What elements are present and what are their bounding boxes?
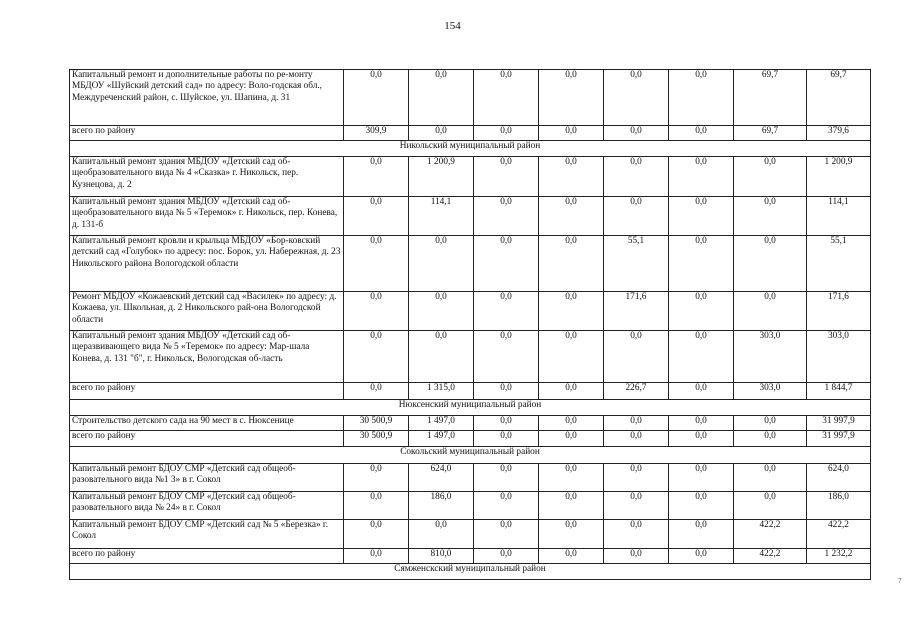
value-cell-1: 0,0 [344, 464, 409, 492]
table-row [70, 70, 871, 126]
value-cell-1: 0,0 [344, 197, 409, 236]
value-cell-6: 0,0 [669, 431, 734, 447]
row-description: Капитальный ремонт БДОУ СМР «Детский сад № 5 «Березка» г. Сокол [70, 520, 344, 549]
value-cell-1: 0,0 [344, 383, 409, 400]
value-cell-6: 0,0 [669, 292, 734, 331]
value-cell-3: 0,0 [474, 70, 539, 126]
value-cell-5: 0,0 [604, 197, 669, 236]
district-name: Сямженскский муниципальный район [70, 564, 871, 580]
value-cell-7: 0,0 [734, 464, 807, 492]
value-cell-8: 1 232,2 [807, 549, 871, 564]
row-description: Капитальный ремонт БДОУ СМР «Детский сад общеоб-разовательного вида №1 3» в г. Сокол [70, 464, 344, 492]
value-cell-7: 303,0 [734, 383, 807, 400]
value-cell-2: 624,0 [409, 464, 474, 492]
row-description: Капитальный ремонт здания МБДОУ «Детский сад об-щеразвивающего вида № 5 «Теремок» по адресу: Мар-шала Конева, д. 131 "б", г. Никольск, Вологодская об-ласть [70, 331, 344, 383]
margin-mark: 7 [898, 577, 902, 585]
value-cell-6: 0,0 [669, 416, 734, 431]
value-cell-4: 0,0 [539, 416, 604, 431]
value-cell-5: 0,0 [604, 549, 669, 564]
value-cell-5: 0,0 [604, 464, 669, 492]
value-cell-8: 31 997,9 [807, 416, 871, 431]
value-cell-8: 186,0 [807, 492, 871, 520]
table-row [70, 236, 871, 292]
value-cell-4: 0,0 [539, 236, 604, 292]
value-cell-7: 69,7 [734, 126, 807, 141]
value-cell-8: 1 200,9 [807, 157, 871, 197]
value-cell-1: 0,0 [344, 331, 409, 383]
value-cell-8: 379,6 [807, 126, 871, 141]
value-cell-7: 69,7 [734, 70, 807, 126]
value-cell-4: 0,0 [539, 492, 604, 520]
value-cell-7: 0,0 [734, 431, 807, 447]
page-number: 154 [444, 20, 461, 32]
row-description: Капитальный ремонт и дополнительные работы по ре-монту МБДОУ «Шуйский детский сад» по адресу: Воло-годская обл., Междуреченский район, с. Шуйское, ул. Шапина, д. 31 [70, 70, 344, 126]
value-cell-4: 0,0 [539, 126, 604, 141]
value-cell-2: 1 315,0 [409, 383, 474, 400]
value-cell-5: 0,0 [604, 126, 669, 141]
district-total-row [70, 431, 871, 447]
value-cell-8: 1 844,7 [807, 383, 871, 400]
value-cell-5: 0,0 [604, 331, 669, 383]
value-cell-1: 0,0 [344, 520, 409, 549]
value-cell-2: 810,0 [409, 549, 474, 564]
value-cell-8: 303,0 [807, 331, 871, 383]
table-row [70, 292, 871, 331]
value-cell-3: 0,0 [474, 416, 539, 431]
district-header-row [70, 400, 871, 416]
value-cell-6: 0,0 [669, 70, 734, 126]
value-cell-3: 0,0 [474, 464, 539, 492]
value-cell-8: 55,1 [807, 236, 871, 292]
value-cell-1: 0,0 [344, 236, 409, 292]
value-cell-5: 0,0 [604, 416, 669, 431]
total-label: всего по району [70, 383, 344, 400]
value-cell-3: 0,0 [474, 292, 539, 331]
value-cell-4: 0,0 [539, 292, 604, 331]
value-cell-7: 422,2 [734, 549, 807, 564]
value-cell-3: 0,0 [474, 157, 539, 197]
value-cell-1: 0,0 [344, 292, 409, 331]
table-row [70, 520, 871, 549]
value-cell-1: 30 500,9 [344, 416, 409, 431]
value-cell-8: 69,7 [807, 70, 871, 126]
table-row [70, 197, 871, 236]
value-cell-4: 0,0 [539, 331, 604, 383]
value-cell-1: 30 500,9 [344, 431, 409, 447]
value-cell-4: 0,0 [539, 431, 604, 447]
value-cell-2: 0,0 [409, 292, 474, 331]
value-cell-3: 0,0 [474, 431, 539, 447]
value-cell-8: 422,2 [807, 520, 871, 549]
value-cell-8: 31 997,9 [807, 431, 871, 447]
table-row [70, 331, 871, 383]
district-total-row [70, 126, 871, 141]
table-row [70, 157, 871, 197]
district-total-row [70, 549, 871, 564]
value-cell-6: 0,0 [669, 549, 734, 564]
row-description: Строительство детского сада на 90 мест в с. Нюксенице [70, 416, 344, 431]
value-cell-3: 0,0 [474, 197, 539, 236]
value-cell-4: 0,0 [539, 549, 604, 564]
value-cell-2: 1 497,0 [409, 431, 474, 447]
value-cell-3: 0,0 [474, 383, 539, 400]
value-cell-3: 0,0 [474, 236, 539, 292]
value-cell-8: 171,6 [807, 292, 871, 331]
value-cell-3: 0,0 [474, 549, 539, 564]
district-header-row [70, 564, 871, 580]
value-cell-2: 0,0 [409, 126, 474, 141]
row-description: Ремонт МБДОУ «Кожаевский детский сад «Василек» по адресу: д. Кожаева, ул. Школьная, д. 2 Никольского рай-она Вологодской области [70, 292, 344, 331]
value-cell-6: 0,0 [669, 464, 734, 492]
value-cell-6: 0,0 [669, 492, 734, 520]
value-cell-6: 0,0 [669, 520, 734, 549]
value-cell-7: 0,0 [734, 292, 807, 331]
value-cell-1: 0,0 [344, 157, 409, 197]
value-cell-6: 0,0 [669, 383, 734, 400]
value-cell-1: 309,9 [344, 126, 409, 141]
district-name: Сокольский муниципальный район [70, 447, 871, 464]
value-cell-7: 0,0 [734, 197, 807, 236]
value-cell-6: 0,0 [669, 236, 734, 292]
value-cell-4: 0,0 [539, 383, 604, 400]
value-cell-5: 0,0 [604, 520, 669, 549]
row-description: Капитальный ремонт здания МБДОУ «Детский сад об-щеобразовательного вида № 4 «Сказка» г. Никольск, пер. Кузнецова, д. 2 [70, 157, 344, 197]
value-cell-7: 422,2 [734, 520, 807, 549]
total-label: всего по району [70, 431, 344, 447]
value-cell-2: 0,0 [409, 520, 474, 549]
row-description: Капитальный ремонт БДОУ СМР «Детский сад общеоб-разовательного вида № 24» в г. Сокол [70, 492, 344, 520]
district-name: Никольский муниципальный район [70, 141, 871, 157]
value-cell-7: 303,0 [734, 331, 807, 383]
value-cell-7: 0,0 [734, 236, 807, 292]
value-cell-1: 0,0 [344, 70, 409, 126]
value-cell-6: 0,0 [669, 126, 734, 141]
value-cell-2: 1 497,0 [409, 416, 474, 431]
value-cell-5: 226,7 [604, 383, 669, 400]
value-cell-2: 0,0 [409, 70, 474, 126]
value-cell-3: 0,0 [474, 331, 539, 383]
value-cell-3: 0,0 [474, 492, 539, 520]
table-row [70, 492, 871, 520]
value-cell-5: 0,0 [604, 70, 669, 126]
value-cell-4: 0,0 [539, 464, 604, 492]
value-cell-6: 0,0 [669, 157, 734, 197]
row-description: Капитальный ремонт кровли и крыльца МБДОУ «Бор-ковский детский сад «Голубок» по адресу: пос. Борок, ул. Набережная, д. 23 Никольского района Вологодской области [70, 236, 344, 292]
value-cell-4: 0,0 [539, 157, 604, 197]
value-cell-1: 0,0 [344, 492, 409, 520]
budget-table-body [70, 70, 871, 580]
value-cell-2: 114,1 [409, 197, 474, 236]
value-cell-7: 0,0 [734, 157, 807, 197]
value-cell-1: 0,0 [344, 549, 409, 564]
district-header-row [70, 447, 871, 464]
value-cell-5: 171,6 [604, 292, 669, 331]
value-cell-3: 0,0 [474, 126, 539, 141]
value-cell-8: 624,0 [807, 464, 871, 492]
value-cell-7: 0,0 [734, 492, 807, 520]
value-cell-2: 1 200,9 [409, 157, 474, 197]
total-label: всего по району [70, 126, 344, 141]
value-cell-7: 0,0 [734, 416, 807, 431]
table-row [70, 464, 871, 492]
value-cell-4: 0,0 [539, 520, 604, 549]
value-cell-5: 0,0 [604, 492, 669, 520]
value-cell-5: 55,1 [604, 236, 669, 292]
value-cell-8: 114,1 [807, 197, 871, 236]
budget-table [69, 69, 871, 580]
table-row [70, 416, 871, 431]
value-cell-5: 0,0 [604, 157, 669, 197]
value-cell-2: 0,0 [409, 331, 474, 383]
district-name: Нюксенский муниципальный район [70, 400, 871, 416]
district-total-row [70, 383, 871, 400]
value-cell-2: 0,0 [409, 236, 474, 292]
total-label: всего по району [70, 549, 344, 564]
value-cell-4: 0,0 [539, 197, 604, 236]
district-header-row [70, 141, 871, 157]
value-cell-5: 0,0 [604, 431, 669, 447]
value-cell-4: 0,0 [539, 70, 604, 126]
value-cell-6: 0,0 [669, 331, 734, 383]
value-cell-6: 0,0 [669, 197, 734, 236]
value-cell-2: 186,0 [409, 492, 474, 520]
value-cell-3: 0,0 [474, 520, 539, 549]
row-description: Капитальный ремонт здания МБДОУ «Детский сад об-щеобразовательного вида № 5 «Теремок» г. Никольск, пер. Конева, д. 131-б [70, 197, 344, 236]
